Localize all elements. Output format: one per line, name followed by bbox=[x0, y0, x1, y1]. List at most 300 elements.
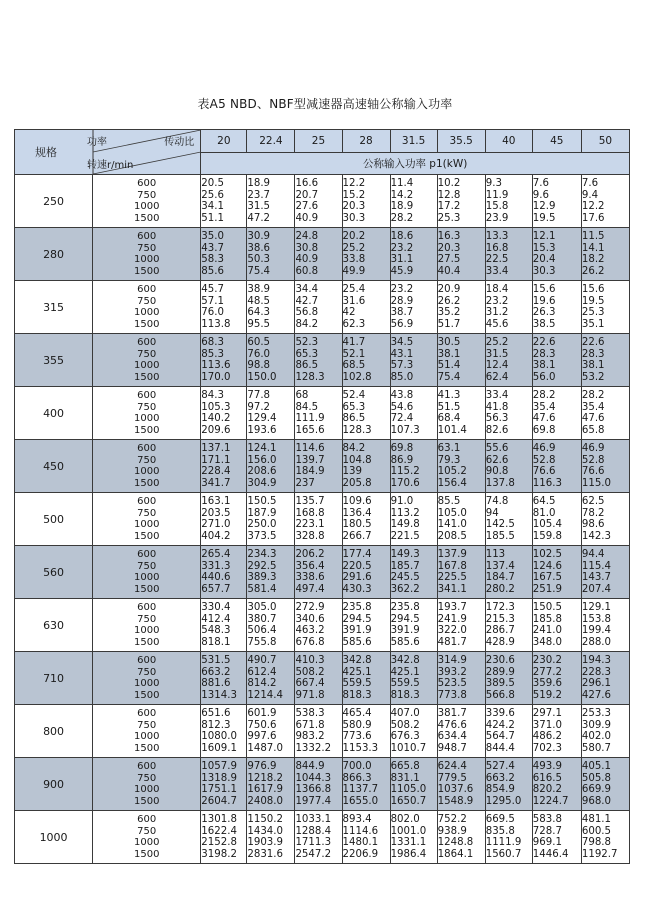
speed-value: 750 bbox=[137, 666, 157, 678]
power-value: 322.0 bbox=[437, 625, 467, 636]
power-value: 280.2 bbox=[485, 583, 515, 595]
power-cell bbox=[485, 705, 532, 758]
power-value: 508.2 bbox=[390, 719, 420, 731]
power-cell bbox=[390, 652, 437, 705]
power-cell bbox=[295, 652, 342, 705]
power-label: 功率 bbox=[87, 137, 107, 148]
table-row bbox=[15, 387, 630, 440]
power-value: 612.4 bbox=[247, 666, 277, 678]
power-value: 137.9 bbox=[437, 549, 467, 560]
power-value: 50.3 bbox=[247, 254, 271, 265]
power-value: 28.9 bbox=[390, 295, 414, 307]
power-cell bbox=[581, 440, 629, 493]
power-value: 26.3 bbox=[532, 307, 556, 318]
power-cell bbox=[342, 652, 390, 705]
table-row bbox=[15, 440, 630, 493]
power-value: 68.4 bbox=[437, 413, 461, 424]
power-value: 16.8 bbox=[485, 242, 509, 254]
power-value: 359.6 bbox=[532, 678, 562, 689]
speed-value: 600 bbox=[137, 761, 157, 772]
power-cell bbox=[485, 281, 532, 334]
power-value: 818.1 bbox=[201, 636, 231, 648]
size-cell: 315 bbox=[15, 281, 93, 334]
power-cell bbox=[581, 387, 629, 440]
power-value: 2604.7 bbox=[201, 795, 237, 807]
power-value: 581.4 bbox=[247, 583, 277, 595]
power-value: 1446.4 bbox=[532, 848, 569, 860]
speed-value: 600 bbox=[137, 549, 157, 560]
power-cell bbox=[247, 175, 295, 228]
power-value: 42 bbox=[342, 307, 356, 318]
power-value: 835.8 bbox=[485, 825, 515, 837]
ratio-header: 25 bbox=[295, 130, 342, 153]
power-value: 676.8 bbox=[295, 636, 325, 648]
power-value: 86.9 bbox=[390, 454, 414, 466]
power-value: 30.8 bbox=[295, 242, 319, 254]
power-cell bbox=[390, 599, 437, 652]
power-value: 228.4 bbox=[201, 466, 231, 477]
power-cell bbox=[295, 546, 342, 599]
power-value: 76.6 bbox=[581, 466, 605, 477]
power-value: 15.8 bbox=[485, 201, 509, 212]
power-value: 65.3 bbox=[295, 348, 319, 360]
power-value: 425.1 bbox=[390, 666, 420, 678]
power-value: 209.6 bbox=[201, 424, 231, 436]
power-value: 752.2 bbox=[437, 814, 467, 825]
power-cell bbox=[295, 758, 342, 811]
power-value: 94.4 bbox=[581, 549, 605, 560]
power-value: 1224.7 bbox=[532, 795, 569, 807]
power-value: 56.3 bbox=[485, 413, 509, 424]
power-value: 128.3 bbox=[295, 371, 325, 383]
power-value: 428.9 bbox=[485, 636, 515, 648]
size-cell: 800 bbox=[15, 705, 93, 758]
power-value: 94 bbox=[485, 507, 499, 519]
speed-value: 1500 bbox=[133, 212, 160, 224]
power-cell bbox=[201, 334, 247, 387]
power-value: 1288.4 bbox=[295, 825, 332, 837]
power-value: 170.6 bbox=[390, 477, 420, 489]
power-value: 531.5 bbox=[201, 655, 231, 666]
power-value: 64.5 bbox=[532, 496, 556, 507]
power-value: 62.4 bbox=[485, 371, 509, 383]
power-cell bbox=[247, 387, 295, 440]
power-value: 700.0 bbox=[342, 761, 372, 772]
speed-value: 1500 bbox=[133, 371, 160, 383]
power-value: 184.9 bbox=[295, 466, 325, 477]
power-value: 221.5 bbox=[390, 530, 420, 542]
power-cell bbox=[295, 599, 342, 652]
speed-value: 1500 bbox=[133, 265, 160, 277]
power-value: 115.2 bbox=[390, 466, 420, 477]
power-value: 1864.1 bbox=[437, 848, 474, 860]
speed-value: 1500 bbox=[133, 583, 160, 595]
power-value: 702.3 bbox=[532, 742, 562, 754]
power-value: 9.4 bbox=[581, 189, 599, 201]
speed-value: 600 bbox=[137, 178, 157, 189]
power-value: 105.3 bbox=[201, 401, 231, 413]
power-value: 207.4 bbox=[581, 583, 612, 595]
size-cell: 280 bbox=[15, 228, 93, 281]
power-table bbox=[14, 129, 630, 864]
power-value: 23.7 bbox=[247, 189, 271, 201]
power-value: 519.2 bbox=[532, 689, 562, 701]
power-value: 391.9 bbox=[390, 625, 420, 636]
power-value: 1655.0 bbox=[342, 795, 379, 807]
power-value: 331.3 bbox=[201, 560, 231, 572]
power-cell bbox=[247, 652, 295, 705]
power-value: 814.2 bbox=[247, 678, 277, 689]
power-value: 251.9 bbox=[532, 583, 562, 595]
power-value: 497.4 bbox=[295, 583, 325, 595]
speed-cell bbox=[93, 281, 201, 334]
power-cell bbox=[342, 440, 390, 493]
power-value: 241.9 bbox=[437, 613, 467, 625]
power-cell bbox=[295, 334, 342, 387]
power-value: 266.7 bbox=[342, 530, 372, 542]
power-value: 60.8 bbox=[295, 265, 319, 277]
power-value: 1153.3 bbox=[342, 742, 379, 754]
power-cell bbox=[201, 493, 247, 546]
power-value: 527.4 bbox=[485, 761, 515, 772]
power-cell bbox=[532, 493, 581, 546]
power-value: 235.8 bbox=[342, 602, 372, 613]
power-value: 79.3 bbox=[437, 454, 461, 466]
speed-value: 600 bbox=[137, 496, 157, 507]
power-cell bbox=[437, 493, 485, 546]
power-value: 56.0 bbox=[532, 371, 556, 383]
power-value: 177.4 bbox=[342, 549, 372, 560]
power-value: 25.3 bbox=[581, 307, 605, 318]
power-value: 440.6 bbox=[201, 572, 231, 583]
power-cell bbox=[437, 228, 485, 281]
speed-value: 1500 bbox=[133, 530, 160, 542]
power-value: 342.8 bbox=[390, 655, 420, 666]
size-cell: 710 bbox=[15, 652, 93, 705]
power-value: 779.5 bbox=[437, 772, 467, 784]
power-cell bbox=[342, 334, 390, 387]
power-value: 17.2 bbox=[437, 201, 461, 212]
power-value: 585.6 bbox=[390, 636, 420, 648]
power-cell bbox=[247, 440, 295, 493]
power-value: 33.4 bbox=[485, 265, 509, 277]
ratio-header: 50 bbox=[581, 130, 629, 153]
size-cell: 900 bbox=[15, 758, 93, 811]
power-cell bbox=[581, 175, 629, 228]
power-value: 393.2 bbox=[437, 666, 467, 678]
power-value: 28.3 bbox=[532, 348, 556, 360]
speed-value: 1500 bbox=[133, 689, 160, 701]
power-cell bbox=[390, 281, 437, 334]
power-value: 49.9 bbox=[342, 265, 366, 277]
speed-cell bbox=[93, 387, 201, 440]
power-value: 30.5 bbox=[437, 337, 461, 348]
power-value: 3198.2 bbox=[201, 848, 237, 860]
speed-cell bbox=[93, 440, 201, 493]
power-value: 854.9 bbox=[485, 784, 515, 795]
power-value: 30.3 bbox=[342, 212, 366, 224]
power-value: 297.1 bbox=[532, 708, 562, 719]
power-cell bbox=[532, 758, 581, 811]
power-value: 105.4 bbox=[532, 519, 562, 530]
power-value: 23.2 bbox=[485, 295, 509, 307]
power-value: 15.6 bbox=[532, 284, 556, 295]
power-cell bbox=[485, 334, 532, 387]
power-value: 223.1 bbox=[295, 519, 325, 530]
power-value: 389.3 bbox=[247, 572, 277, 583]
table-row bbox=[15, 493, 630, 546]
power-value: 1609.1 bbox=[201, 742, 237, 754]
power-value: 16.6 bbox=[295, 178, 319, 189]
power-value: 1986.4 bbox=[390, 848, 427, 860]
power-value: 180.5 bbox=[342, 519, 372, 530]
speed-value: 1000 bbox=[133, 678, 160, 689]
power-value: 203.5 bbox=[201, 507, 231, 519]
power-value: 105.2 bbox=[437, 466, 467, 477]
power-cell bbox=[485, 387, 532, 440]
power-value: 1434.0 bbox=[247, 825, 284, 837]
power-value: 25.2 bbox=[342, 242, 366, 254]
power-value: 676.3 bbox=[390, 731, 420, 742]
power-value: 288.0 bbox=[581, 636, 612, 648]
power-cell bbox=[247, 281, 295, 334]
power-cell bbox=[532, 652, 581, 705]
power-value: 62.3 bbox=[342, 318, 366, 330]
speed-value: 1000 bbox=[133, 307, 160, 318]
power-cell bbox=[201, 758, 247, 811]
power-value: 25.6 bbox=[201, 189, 224, 201]
power-value: 12.4 bbox=[485, 360, 509, 371]
power-value: 84.3 bbox=[201, 390, 224, 401]
power-value: 405.1 bbox=[581, 761, 612, 772]
power-cell bbox=[390, 546, 437, 599]
power-cell bbox=[201, 387, 247, 440]
table-row bbox=[15, 175, 630, 228]
power-cell bbox=[532, 599, 581, 652]
power-value: 35.0 bbox=[201, 231, 224, 242]
power-cell bbox=[532, 811, 581, 864]
speed-value: 750 bbox=[137, 772, 157, 784]
power-value: 2408.0 bbox=[247, 795, 284, 807]
power-value: 64.3 bbox=[247, 307, 271, 318]
power-value: 669.9 bbox=[581, 784, 612, 795]
power-value: 773.6 bbox=[342, 731, 372, 742]
speed-value: 750 bbox=[137, 825, 157, 837]
power-value: 1318.9 bbox=[201, 772, 237, 784]
power-value: 101.4 bbox=[437, 424, 467, 436]
power-value: 968.0 bbox=[581, 795, 612, 807]
power-value: 22.6 bbox=[581, 337, 605, 348]
power-value: 948.7 bbox=[437, 742, 467, 754]
power-value: 187.9 bbox=[247, 507, 277, 519]
power-value: 28.2 bbox=[532, 390, 556, 401]
power-value: 465.4 bbox=[342, 708, 372, 719]
power-cell bbox=[247, 758, 295, 811]
power-cell bbox=[581, 811, 629, 864]
power-value: 143.7 bbox=[581, 572, 612, 583]
power-value: 76.0 bbox=[201, 307, 224, 318]
power-cell bbox=[581, 652, 629, 705]
power-value: 102.5 bbox=[532, 549, 562, 560]
power-value: 35.2 bbox=[437, 307, 461, 318]
size-cell: 560 bbox=[15, 546, 93, 599]
power-value: 1560.7 bbox=[485, 848, 522, 860]
power-value: 7.6 bbox=[532, 178, 549, 189]
power-value: 42.7 bbox=[295, 295, 319, 307]
power-value: 490.7 bbox=[247, 655, 277, 666]
power-value: 1295.0 bbox=[485, 795, 522, 807]
power-value: 107.3 bbox=[390, 424, 420, 436]
power-value: 1192.7 bbox=[581, 848, 618, 860]
power-value: 156.4 bbox=[437, 477, 467, 489]
power-value: 30.3 bbox=[532, 265, 556, 277]
power-value: 33.4 bbox=[485, 390, 509, 401]
speed-value: 750 bbox=[137, 189, 157, 201]
power-value: 168.8 bbox=[295, 507, 325, 519]
power-value: 305.0 bbox=[247, 602, 277, 613]
power-value: 149.3 bbox=[390, 549, 420, 560]
power-value: 15.6 bbox=[581, 284, 605, 295]
power-value: 34.5 bbox=[390, 337, 414, 348]
power-value: 798.8 bbox=[581, 837, 612, 848]
power-value: 111.9 bbox=[295, 413, 325, 424]
power-cell bbox=[201, 705, 247, 758]
speed-value: 1000 bbox=[133, 731, 160, 742]
speed-value: 600 bbox=[137, 337, 157, 348]
power-value: 328.8 bbox=[295, 530, 325, 542]
power-value: 17.6 bbox=[581, 212, 605, 224]
power-cell bbox=[581, 758, 629, 811]
power-value: 225.5 bbox=[437, 572, 467, 583]
power-value: 136.4 bbox=[342, 507, 372, 519]
power-value: 45.9 bbox=[390, 265, 414, 277]
power-cell bbox=[532, 546, 581, 599]
power-value: 1114.6 bbox=[342, 825, 379, 837]
ratio-header: 45 bbox=[532, 130, 581, 153]
power-value: 128.3 bbox=[342, 424, 372, 436]
power-value: 40.4 bbox=[437, 265, 461, 277]
power-value: 20.5 bbox=[201, 178, 224, 189]
power-value: 831.1 bbox=[390, 772, 420, 784]
power-value: 11.5 bbox=[581, 231, 605, 242]
power-value: 53.2 bbox=[581, 371, 605, 383]
power-value: 215.3 bbox=[485, 613, 515, 625]
speed-label: 转速r/min bbox=[87, 160, 134, 171]
power-value: 208.5 bbox=[437, 530, 467, 542]
power-value: 38.5 bbox=[532, 318, 556, 330]
power-value: 26.2 bbox=[581, 265, 605, 277]
power-cell bbox=[342, 387, 390, 440]
power-value: 230.6 bbox=[485, 655, 515, 666]
power-value: 220.5 bbox=[342, 560, 372, 572]
table-row bbox=[15, 228, 630, 281]
power-cell bbox=[295, 811, 342, 864]
power-value: 253.3 bbox=[581, 708, 612, 719]
power-cell bbox=[437, 440, 485, 493]
power-value: 12.9 bbox=[532, 201, 556, 212]
power-value: 289.9 bbox=[485, 666, 515, 678]
speed-value: 1500 bbox=[133, 424, 160, 436]
power-cell bbox=[342, 546, 390, 599]
power-value: 2547.2 bbox=[295, 848, 332, 860]
power-value: 18.4 bbox=[485, 284, 509, 295]
power-value: 669.5 bbox=[485, 814, 515, 825]
power-value: 153.8 bbox=[581, 613, 612, 625]
power-value: 52.4 bbox=[342, 390, 366, 401]
power-value: 105.0 bbox=[437, 507, 467, 519]
power-value: 35.4 bbox=[581, 401, 605, 413]
power-value: 208.6 bbox=[247, 466, 277, 477]
power-value: 309.9 bbox=[581, 719, 612, 731]
power-value: 47.6 bbox=[581, 413, 605, 424]
size-cell: 355 bbox=[15, 334, 93, 387]
power-value: 12.2 bbox=[342, 178, 366, 189]
power-value: 75.4 bbox=[437, 371, 461, 383]
table-row bbox=[15, 281, 630, 334]
ratio-header: 40 bbox=[485, 130, 532, 153]
power-value: 113.8 bbox=[201, 318, 231, 330]
power-value: 802.0 bbox=[390, 814, 420, 825]
power-value: 234.3 bbox=[247, 549, 277, 560]
power-value: 728.7 bbox=[532, 825, 562, 837]
speed-cell bbox=[93, 175, 201, 228]
power-value: 20.7 bbox=[295, 189, 319, 201]
power-value: 969.1 bbox=[532, 837, 562, 848]
power-value: 18.9 bbox=[390, 201, 414, 212]
power-value: 330.4 bbox=[201, 602, 231, 613]
power-value: 34.1 bbox=[201, 201, 224, 212]
power-value: 113.6 bbox=[201, 360, 231, 371]
power-value: 667.4 bbox=[295, 678, 325, 689]
speed-cell bbox=[93, 811, 201, 864]
power-value: 115.4 bbox=[581, 560, 612, 572]
power-value: 265.4 bbox=[201, 549, 231, 560]
power-value: 72.4 bbox=[390, 413, 414, 424]
power-cell bbox=[295, 281, 342, 334]
power-value: 1037.6 bbox=[437, 784, 474, 795]
power-cell bbox=[485, 546, 532, 599]
power-value: 149.8 bbox=[390, 519, 420, 530]
power-value: 81.0 bbox=[532, 507, 556, 519]
power-value: 41.7 bbox=[342, 337, 366, 348]
power-value: 338.6 bbox=[295, 572, 325, 583]
power-value: 18.2 bbox=[581, 254, 605, 265]
speed-cell bbox=[93, 334, 201, 387]
power-value: 1650.7 bbox=[390, 795, 427, 807]
power-cell bbox=[342, 811, 390, 864]
power-value: 137.1 bbox=[201, 443, 231, 454]
power-value: 12.2 bbox=[581, 201, 605, 212]
power-value: 22.5 bbox=[485, 254, 509, 265]
power-cell bbox=[485, 652, 532, 705]
power-value: 51.1 bbox=[201, 212, 224, 224]
power-value: 20.4 bbox=[532, 254, 556, 265]
speed-value: 600 bbox=[137, 443, 157, 454]
table-row bbox=[15, 705, 630, 758]
power-value: 185.8 bbox=[532, 613, 562, 625]
power-value: 1622.4 bbox=[201, 825, 237, 837]
table-row bbox=[15, 334, 630, 387]
unit-header: 公称输入功率 p1(kW) bbox=[201, 152, 630, 175]
power-cell bbox=[437, 599, 485, 652]
power-value: 98.6 bbox=[581, 519, 605, 530]
power-value: 983.2 bbox=[295, 731, 325, 742]
power-cell bbox=[390, 334, 437, 387]
power-value: 38.1 bbox=[437, 348, 461, 360]
power-value: 601.9 bbox=[247, 708, 277, 719]
power-value: 62.6 bbox=[485, 454, 509, 466]
power-value: 57.3 bbox=[390, 360, 414, 371]
